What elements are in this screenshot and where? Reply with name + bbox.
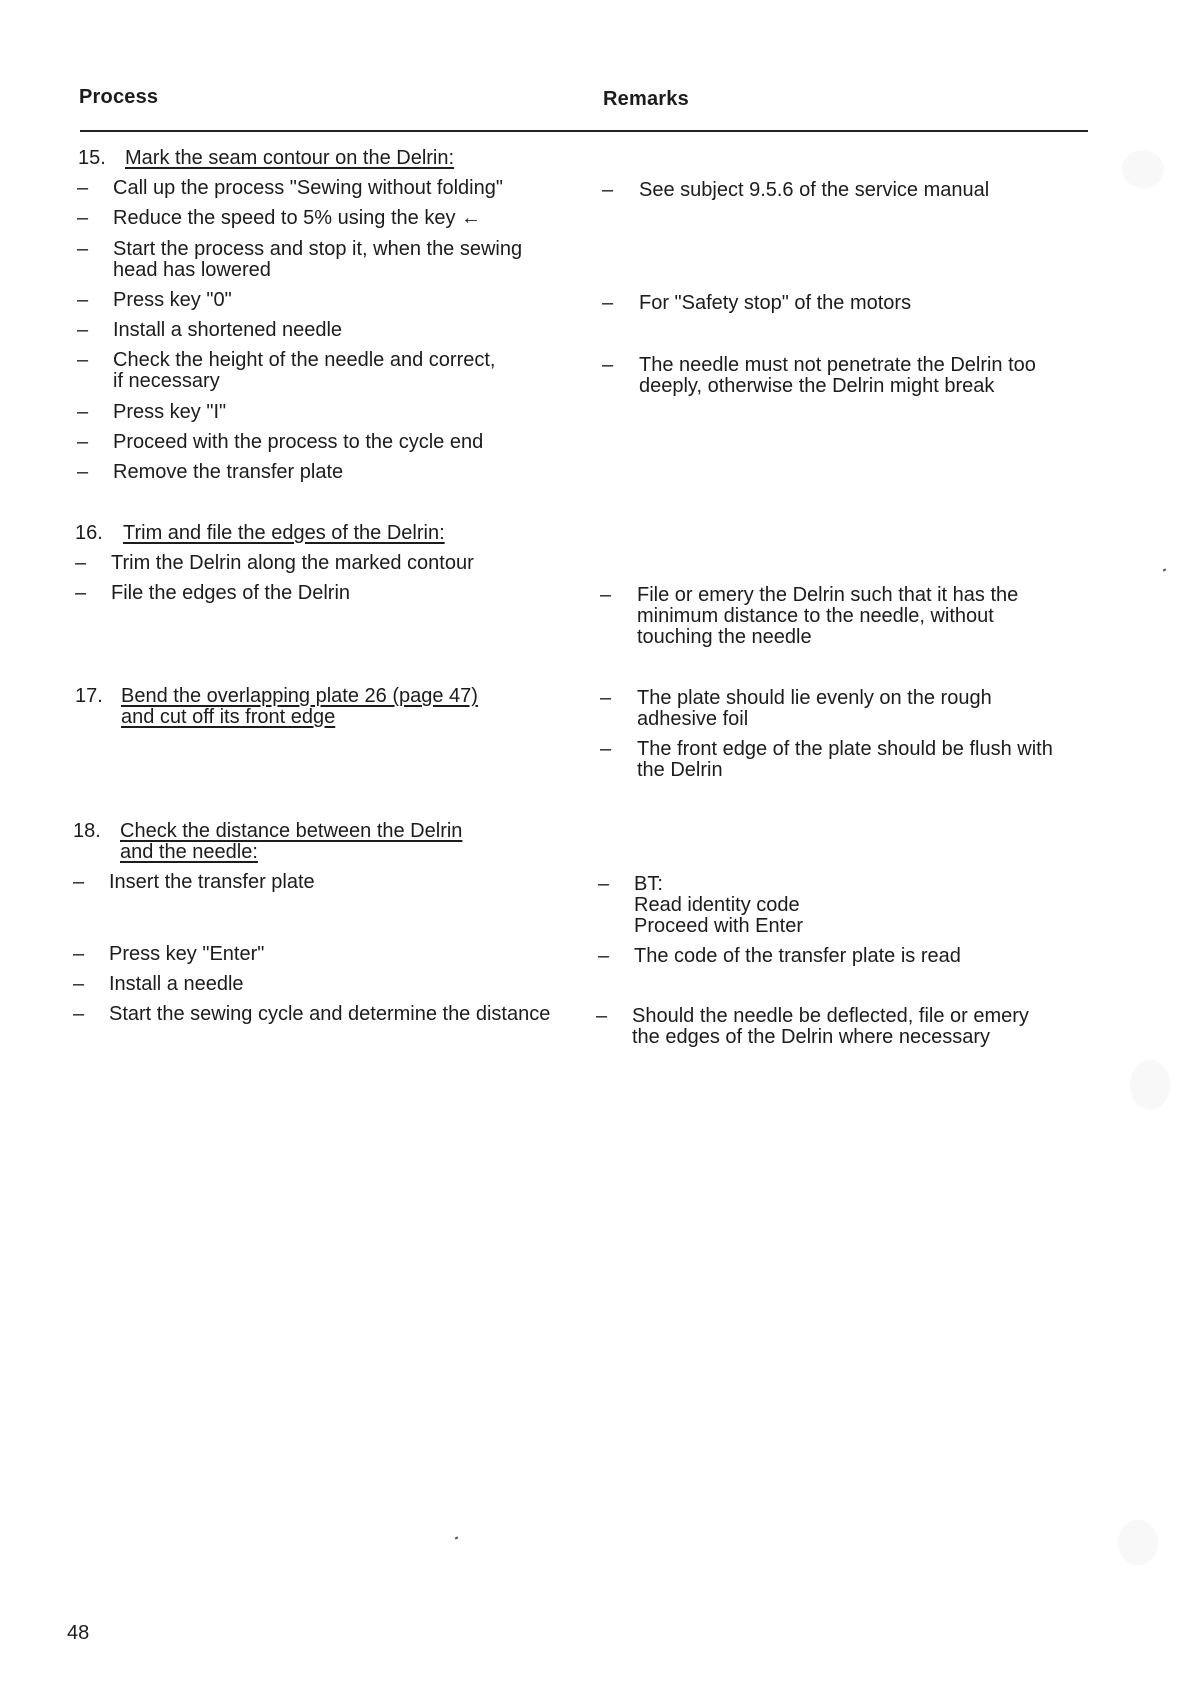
- bullet-dash: –: [600, 584, 612, 606]
- step-16-remark-1-line-3: touching the needle: [637, 626, 812, 648]
- step-17-remark-1-line-2: adhesive foil: [637, 708, 749, 730]
- step-15-remark-2: For "Safety stop" of the motors: [639, 292, 912, 314]
- step-17-number: 17.: [75, 685, 103, 707]
- bullet-dash: –: [77, 461, 89, 483]
- step-15-item-3-line-2: head has lowered: [113, 259, 271, 281]
- bullet-dash: –: [77, 289, 89, 311]
- step-18-item-3: Install a needle: [109, 973, 244, 995]
- step-15-remark-3-line-1: The needle must not penetrate the Delrin too: [639, 354, 1036, 376]
- step-15-remark-3-line-2: deeply, otherwise the Delrin might break: [639, 375, 995, 397]
- bullet-dash: –: [602, 292, 614, 314]
- step-16-number: 16.: [75, 522, 103, 544]
- scan-smudge: [1118, 1520, 1158, 1565]
- bullet-dash: –: [73, 1003, 85, 1025]
- step-15-item-6-line-2: if necessary: [113, 370, 220, 392]
- step-15-item-3-line-1: Start the process and stop it, when the sewing: [113, 238, 523, 260]
- bullet-dash: –: [73, 943, 85, 965]
- bullet-dash: –: [598, 873, 610, 895]
- step-15-remark-1: See subject 9.5.6 of the service manual: [639, 179, 990, 201]
- step-15-item-8: Proceed with the process to the cycle end: [113, 431, 484, 453]
- bullet-dash: –: [77, 238, 89, 260]
- header-rule: [80, 130, 1088, 132]
- bullet-dash: –: [73, 871, 85, 893]
- bullet-dash: –: [77, 177, 89, 199]
- step-18-title-line-2: and the needle:: [120, 841, 258, 863]
- step-17-remark-1-line-1: The plate should lie evenly on the rough: [637, 687, 992, 709]
- page-number: 48: [67, 1622, 90, 1644]
- scan-smudge: [1122, 150, 1164, 188]
- step-15-item-9: Remove the transfer plate: [113, 461, 344, 483]
- step-18-remark-3-line-1: Should the needle be deflected, file or emery: [632, 1005, 1029, 1027]
- step-17-remark-2-line-2: the Delrin: [637, 759, 723, 781]
- bullet-dash: –: [77, 401, 89, 423]
- step-18-title-line-1: Check the distance between the Delrin: [120, 820, 463, 842]
- bullet-dash: –: [596, 1005, 608, 1027]
- step-18-item-4: Start the sewing cycle and determine the distance: [109, 1003, 551, 1025]
- step-15-number: 15.: [78, 147, 106, 169]
- bullet-dash: –: [77, 207, 89, 229]
- step-15-item-1: Call up the process "Sewing without folding": [113, 177, 503, 199]
- bullet-dash: –: [77, 431, 89, 453]
- step-18-remark-1-line-3: Proceed with Enter: [634, 915, 803, 937]
- step-15-item-4: Press key "0": [113, 289, 232, 311]
- step-16-remark-1-line-1: File or emery the Delrin such that it has the: [637, 584, 1019, 606]
- bullet-dash: –: [75, 552, 87, 574]
- step-15-item-2: Reduce the speed to 5% using the key ←: [113, 207, 482, 229]
- step-17-remark-2-line-1: The front edge of the plate should be flush with: [637, 738, 1053, 760]
- step-18-remark-3-line-2: the edges of the Delrin where necessary: [632, 1026, 990, 1048]
- step-16-remark-1-line-2: minimum distance to the needle, without: [637, 605, 994, 627]
- bullet-dash: –: [600, 738, 612, 760]
- process-column-header: Process: [79, 86, 159, 108]
- step-15-item-5: Install a shortened needle: [113, 319, 343, 341]
- step-18-remark-1-line-2: Read identity code: [634, 894, 800, 916]
- bullet-dash: –: [75, 582, 87, 604]
- step-18-remark-1-line-1: BT:: [634, 873, 663, 895]
- step-17-title-line-1: Bend the overlapping plate 26 (page 47): [121, 685, 478, 707]
- step-18-remark-2: The code of the transfer plate is read: [634, 945, 961, 967]
- bullet-dash: –: [602, 179, 614, 201]
- bullet-dash: –: [602, 354, 614, 376]
- bullet-dash: –: [598, 945, 610, 967]
- step-15-item-7: Press key "I": [113, 401, 227, 423]
- bullet-dash: –: [600, 687, 612, 709]
- remarks-column-header: Remarks: [603, 88, 689, 110]
- step-16-item-2: File the edges of the Delrin: [111, 582, 351, 604]
- bullet-dash: –: [77, 349, 89, 371]
- step-15-item-6-line-1: Check the height of the needle and correct,: [113, 349, 496, 371]
- scan-smudge: [1130, 1060, 1170, 1110]
- step-18-item-2: Press key "Enter": [109, 943, 265, 965]
- step-15-title: Mark the seam contour on the Delrin:: [125, 147, 455, 169]
- step-18-item-1: Insert the transfer plate: [109, 871, 315, 893]
- step-17-title-line-2: and cut off its front edge: [121, 706, 336, 728]
- bullet-dash: –: [73, 973, 85, 995]
- step-16-title: Trim and file the edges of the Delrin:: [123, 522, 445, 544]
- bullet-dash: –: [77, 319, 89, 341]
- arrow-left-icon: ←: [461, 207, 482, 229]
- scan-speck: [1163, 568, 1167, 571]
- step-18-number: 18.: [73, 820, 101, 842]
- step-16-item-1: Trim the Delrin along the marked contour: [111, 552, 474, 574]
- scan-speck: [455, 1536, 459, 1539]
